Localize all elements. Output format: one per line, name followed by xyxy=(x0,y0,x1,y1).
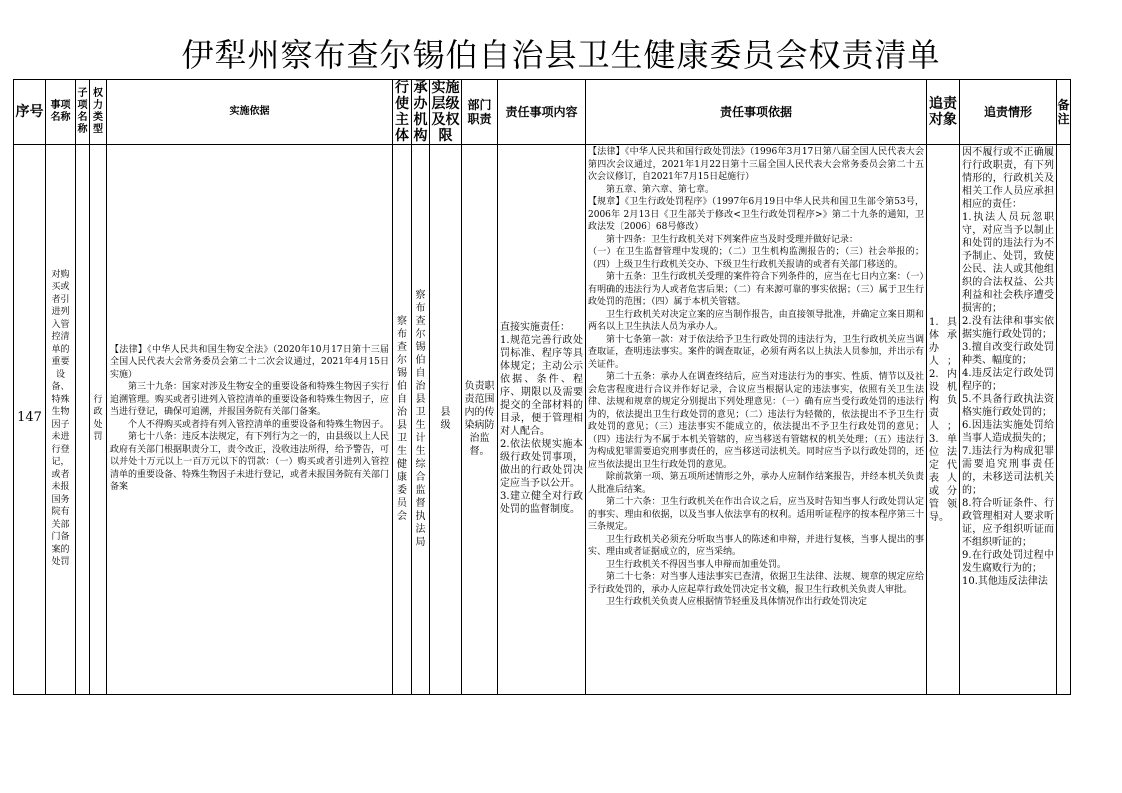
basis-line: 个人不得购买或者持有列入管控清单的重要设备和特殊生物因子。 xyxy=(128,419,390,430)
resp-basis-paragraph: 第二十七条：对当事人违法事实已查清，依据卫生法律、法规、规章的规定应给予行政处罚的，承办人应起草行政处罚决定书文稿，报卫生行政机关负责人审批。 xyxy=(588,572,924,595)
page-title: 伊犁州察布查尔锡伯自治县卫生健康委员会权责清单 xyxy=(181,36,941,74)
resp-basis-paragraph: 第十五条：卫生行政机关受理的案件符合下列条件的，应当在七日内立案：（一）有明确的违法行为人或者危害后果；（二）有来源可靠的事实依据；（三）属于卫生行政处罚的范围；（四）属于本机关管辖。 xyxy=(588,272,924,307)
cell-note xyxy=(1057,145,1071,695)
header-situation: 追责情形 xyxy=(960,80,1057,145)
resp-basis-paragraph: 第五章、第六章、第七章。 xyxy=(606,184,715,195)
header-level-label: 实施层级及权限 xyxy=(431,80,460,144)
cell-basis xyxy=(107,145,393,695)
resp-basis-paragraph: 卫生行政机关对决定立案的应当制作报告，由直接领导批准，并确定立案日期和两名以上卫生执法人员为承办人。 xyxy=(588,309,924,332)
seq-value: 147 xyxy=(17,410,42,426)
situation-item: 4.违反法定行政处罚程序的； xyxy=(962,368,1054,392)
resp-line: 2.依法依规实施本级行政处罚事项，做出的行政处罚决定应当予以公开。 xyxy=(500,439,583,489)
situation-item: 6.因违法实施处罚给当事人造成损失的； xyxy=(962,420,1054,444)
header-org xyxy=(412,80,430,145)
resp-basis-paragraph: 卫生行政机关必须充分听取当事人的陈述和申辩，并进行复核，当事人提出的事实、理由或者证据成立的，应当采纳。 xyxy=(588,534,924,557)
resp-basis-paragraph: （一）在卫生监督管理中发现的；（二）卫生机构监测报告的；（三）社会举报的；（四）上级卫生行政机关交办、下级卫生行政机关报请的或者有关部门移送的。 xyxy=(588,247,924,270)
power-type: 行政处罚 xyxy=(93,394,103,442)
situation-item: 10.其他违反法律法 xyxy=(962,576,1048,587)
cell-seq xyxy=(14,145,46,695)
cell-type xyxy=(90,145,107,695)
resp-line: 直接实施责任： xyxy=(500,322,570,333)
header-note: 备注 xyxy=(1057,80,1071,145)
basis-line: 第七十八条：违反本法规定，有下列行为之一的，由县级以上人民政府有关部门根据职责分工，责令改正，没收违法所得，给予警告，可以并处十万元以上一百万元以下的罚款：（一）购买或者引进列入管控清单的重要设备、特殊生物因子未进行登记，或者未报国务院有关部门备案 xyxy=(110,432,390,492)
situation-item: 8.符合听证条件、行政管理相对人要求听证，应予组织听证而不组织听证的； xyxy=(962,498,1054,548)
situation-item: 9.在行政处罚过程中发生腐败行为的； xyxy=(962,550,1054,574)
resp-basis-text xyxy=(586,145,926,694)
resp-basis-paragraph: 第二十五条：承办人在调查终结后，应当对违法行为的事实、性质、情节以及社会危害程度进行合议并作好记录，合议应当根据认定的违法事实，依照有关卫生法律、法规和规章的规定分别提出下列处理意见：（一）确有应当受行政处罚的违法行为的，依法提出卫生行政处罚的意见；（二）违法行为轻微的，依法提出不予卫生行政处罚的意见；（三）违法事实不能成立的，依法提出不予卫生行政处罚的意见；（四）违法行为不属于本机关管辖的，应当移送有管辖权的机关处理；（五）违法行为构成犯罪需要追究刑事责任的，应当移送司法机关。同时应当予以行政处罚的，还应当依法提出卫生行政处罚的意见。 xyxy=(588,372,924,470)
situation-text xyxy=(960,145,1056,694)
header-row xyxy=(14,80,1071,145)
situation-item: 7.违法行为构成犯罪需要追究刑事责任的，未移送司法机关的； xyxy=(962,446,1054,496)
cell-level xyxy=(430,145,462,695)
cell-target xyxy=(927,145,960,695)
resp-basis-paragraph: 第二十六条：卫生行政机关在作出合议之后，应当及时告知当事人行政处罚认定的事实、理由和依据，以及当事人依法享有的权利。适用听证程序的按本程序第三十三条规定。 xyxy=(588,497,924,532)
level-value: 县级 xyxy=(440,406,451,431)
cell-item xyxy=(46,145,76,695)
header-level xyxy=(430,80,462,145)
header-resp: 责任事项内容 xyxy=(498,80,586,145)
header-seq: 序号 xyxy=(14,80,46,145)
header-subject-label: 行使主体 xyxy=(395,80,409,144)
resp-basis-paragraph: 【规章】《卫生行政处罚程序》（1997年6月19日中华人民共和国卫生部令第53号，2006年 2月13日《卫生部关于修改<卫生行政处罚程序>》第二十九条的通知，卫政法发〔2006〕68号修改） xyxy=(588,197,924,232)
header-type: 权力类型 xyxy=(90,80,107,145)
header-subitem: 子项名称 xyxy=(76,80,90,145)
situation-item: 5.不具备行政执法资格实施行政处罚的； xyxy=(962,394,1054,418)
situation-item: 2.没有法律和事实依据实施行政处罚的； xyxy=(962,316,1054,340)
cell-subject xyxy=(393,145,412,695)
resp-basis-paragraph: 卫生行政机关不得因当事人申辩而加重处罚。 xyxy=(606,559,787,570)
table-row xyxy=(14,145,1071,695)
subitem-name xyxy=(76,145,89,692)
situation-item: 1.执法人员玩忽职守，对应当予以制止和处罚的违法行为不予制止、处罚，致使公民、法人或其他组织的合法权益、公共利益和社会秩序遭受损害的； xyxy=(962,212,1054,314)
target-text: 1.具体承办人；2.内设机构负责人；3.单位法定代表人或分管领导。 xyxy=(929,316,957,523)
resp-line: 1.规范完善行政处罚标准、程序等具体规定；主动公示依据、条件、程序、期限以及需要提交的全部材料的目录，便于管理相对人配合。 xyxy=(500,335,583,437)
header-subject xyxy=(393,80,412,145)
resp-content xyxy=(498,320,585,517)
resp-basis-paragraph: 卫生行政机关负责人应根据情节轻重及具体情况作出行政处罚决定 xyxy=(606,597,868,607)
cell-dept xyxy=(462,145,498,695)
basis-line: 【法律】《中华人民共和国生物安全法》（2020年10月17日第十三届全国人民代表大会常务委员会第二十二次会议通过，2021年4月15日实施） xyxy=(110,344,389,380)
item-name: 对购买或者引进列入管控清单的重要设备、特殊生物因子未进行登记，或者未报国务院有关部门备案的处罚 xyxy=(51,269,70,567)
cell-org xyxy=(412,145,430,695)
org-name: 察布查尔锡伯自治县卫生计生综合监督执法局 xyxy=(415,289,426,548)
resp-basis-paragraph: 第十七条第一款：对于依法给予卫生行政处罚的违法行为，卫生行政机关应当调查取证，查明违法事实。案件的调查取证，必须有两名以上执法人员参加，并出示有关证件。 xyxy=(588,334,924,370)
basis-wrap xyxy=(107,145,392,692)
header-dept: 部门职责 xyxy=(462,80,498,145)
header-target xyxy=(927,80,960,145)
power-responsibility-table xyxy=(13,79,1071,695)
basis-text xyxy=(107,344,392,494)
header-resp-basis: 责任事项依据 xyxy=(586,80,927,145)
resp-line: 3.建立健全对行政处罚的监督制度。 xyxy=(500,491,583,515)
header-org-label: 承办机构 xyxy=(413,80,428,144)
resp-wrap xyxy=(498,145,585,692)
resp-basis-paragraph: 第十四条：卫生行政机关对下列案件应当及时受理并做好记录： xyxy=(606,234,859,245)
header-target-label: 追责对象 xyxy=(929,96,957,128)
resp-basis-paragraph: 【法律】《中华人民共和国行政处罚法》（1996年3月17日第八届全国人民代表大会第四次会议通过，2021年1月22日第十三届全国人民代表大会常务委员会第二十五次会议修订，自2021年7月15日起施行） xyxy=(588,147,924,182)
dept-duty: 负责职责范围内的传染病防治监督。 xyxy=(464,380,495,457)
header-item: 事项名称 xyxy=(46,80,76,145)
cell-situation xyxy=(960,145,1057,695)
basis-line: 第三十九条：国家对涉及生物安全的重要设备和特殊生物因子实行追溯管理。购买或者引进列入管控清单的重要设备和特殊生物因子，应当进行登记，确保可追溯，并报国务院有关部门备案。 xyxy=(110,382,390,417)
cell-subitem xyxy=(76,145,90,695)
header-basis: 实施依据 xyxy=(107,80,393,145)
note-text xyxy=(1057,145,1070,692)
resp-basis-paragraph: 除前款第一项、第五项所述情形之外，承办人应制作结案报告，并经本机关负责人批准后结案。 xyxy=(588,472,924,495)
cell-resp-basis xyxy=(586,145,927,695)
situation-item: 3.擅自改变行政处罚种类、幅度的； xyxy=(962,342,1054,366)
situation-item: 因不履行或不正确履行行政职责，有下列情形的，行政机关及相关工作人员应承担相应的责任： xyxy=(962,147,1054,210)
subject-name: 察布查尔锡伯自治县卫生健康委员会 xyxy=(397,315,407,522)
cell-resp xyxy=(498,145,586,695)
